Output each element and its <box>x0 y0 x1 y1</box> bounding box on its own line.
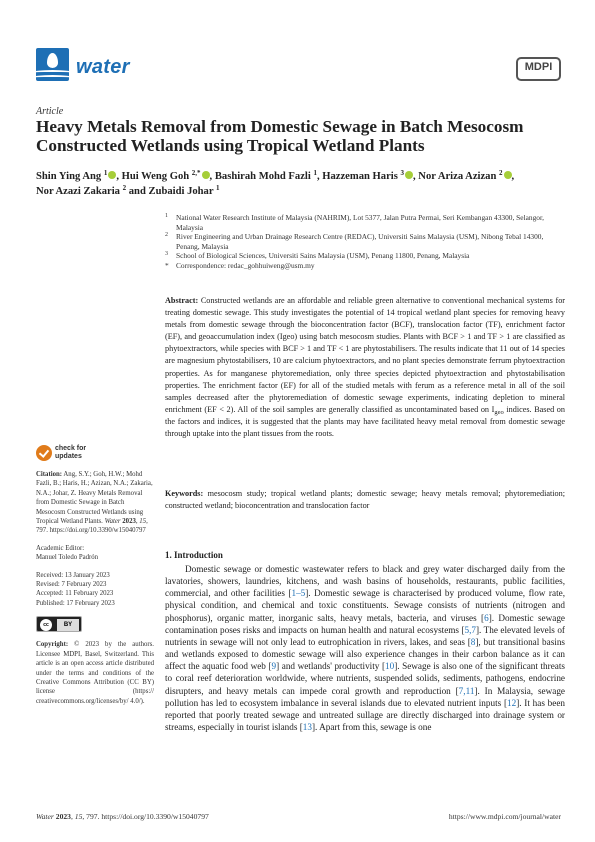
journal-name: water <box>76 56 130 78</box>
reference-link[interactable]: 1–5 <box>291 588 306 599</box>
orcid-icon[interactable] <box>504 171 512 179</box>
author-name[interactable]: Nor Azazi Zakaria $^2$ <box>36 184 127 197</box>
orcid-icon[interactable] <box>405 171 413 179</box>
reference-link[interactable]: 10 <box>385 661 395 672</box>
journal-header <box>36 48 561 88</box>
abstract-label: Abstract: <box>165 296 199 305</box>
mdpi-logo: MDPI <box>516 57 561 81</box>
check-for-updates-button[interactable]: check for updates <box>36 444 154 464</box>
keywords-text: mesocosm study; tropical wetland plants; domestic sewage; heavy metals removal; phytoremediation; constructed wetland; bioconcentration and translocation factor <box>165 489 565 511</box>
reference-link[interactable]: 13 <box>302 722 312 733</box>
author-name[interactable]: Shin Ying Ang $^1$ <box>36 171 116 182</box>
affiliation-3: 3 School of Biological Sciences, Universiti Sains Malaysia (USM), Penang 11800, Penang, Malaysia <box>165 251 470 261</box>
article-title: Heavy Metals Removal from Domestic Sewage in Batch Mesocosm Constructed Wetlands using Tropical Wetland Plants <box>36 117 524 155</box>
affiliation-2: 2 River Engineering and Urban Drainage Research Centre (REDAC), Universiti Sains Malaysia (USM), Nibong Tebal 14300, Penang, Malaysia <box>165 232 544 251</box>
keywords-label: Keywords: <box>165 489 204 498</box>
author-name[interactable]: Bashirah Mohd Fazli $^1$ <box>214 169 317 182</box>
reference-link[interactable]: 5,7 <box>464 624 476 635</box>
author-list: Shin Ying Ang $^1$ , Hui Weng Goh $^{2,*}$ , Bashirah Mohd Fazli $^1$, Hazzeman Haris $^3$ , Nor Ariza Azizan $^2$ , Nor Azazi Zakaria $^2$ and Zubaidi Johar $^1$ <box>36 169 515 197</box>
reference-link[interactable]: 12 <box>507 697 517 708</box>
sidebar <box>36 444 154 714</box>
introduction-paragraph: Domestic sewage or domestic wastewater refers to black and grey water discharged daily from the lavatories, showers, laundries, kitchens, and wash basins of households, restaurants, public facilities, commercial, and other facilities [1–5]. Domestic sewage is characterised by produced volume, flow rate, physical condition, and chemical and toxic constituents. Sewage consists of nutrients (nitrogen and phosphorus), organic matter, inorganic salts, heavy metals, bacteria, and viruses [6]. Domestic sewage contamination poses risks and impacts on human health and natural ecosystems [5,7]. The elevated levels of nutrients in sewage will not only lead to eutrophication in rivers, lakes, and seas [8], but transitional basins and wetlands exposed to domestic sewage will also experience changes in their carbon balance as it can affect the aquatic food web [9] and wetlands' productivity [10]. Sewage is also one of the significant threats to coral reef deterioration worldwide, where nutrients, suspended solids, sediments, pathogens, endocrine disrupters, and heavy metals can impede coral growth and reproduction [7,11]. In Malaysia, sewage pollution has led to ecosystem imbalance in several islands due to elevated nutrient inputs [12]. It has been reported that poorly treated sewage and untreated sullage are directly discharged into drainage system or streams, especially in tourist islands [13]. Apart from this, sewage is one <box>165 564 566 733</box>
publication-dates: Received: 13 January 2023 Revised: 7 February 2023 Accepted: 11 February 2023 Published: 17 February 2023 <box>36 571 115 607</box>
abstract-text: Constructed wetlands are an affordable and reliable green alternative to conventional mechanical systems for treating domestic sewage. This study investigates the potential of 14 tropical wetland plant species for removing heavy metals from domestic sewage through the bioconcentration factor (BCF), translocation factor (TF), enrichment factor (EF), and geoaccumulation index (Igeo) using batch mesocosm studies. Plants with BCF > 1 and TF > 1 are classified as phytoextractors, while species with BCF > 1 and TF < 1 are phytostabilisers. The results indicate that 11 out of 14 species are magnesium phytostabilisers, 10 are calcium phytoextractors, and no plant species demonstrate ferrum phytoextraction properties. As for manganese phytoremediation, only three species depicted phytoextraction and phytostabilisation properties. The enrichment factor (EF) for all of the studied metals with ferum as a reference metal in all of the soil samples decreased after the phytoremediation of domestic sewage experiments, indicating depletion to mineral enrichment (EF < 2). All of the soil samples are generally classified as uncontaminated based on I <box>165 296 566 414</box>
author-name[interactable]: Hui Weng Goh $^{2,*}$ <box>122 171 210 182</box>
affiliation-1: 1 National Water Research Institute of Malaysia (NAHRIM), Lot 5377, Jalan Putra Permai, Seri Kembangan 43300, Selangor, Malaysia <box>165 213 545 232</box>
reference-link[interactable]: 6 <box>484 612 489 623</box>
check-mark-icon <box>36 445 52 461</box>
orcid-icon[interactable] <box>202 171 210 179</box>
citation-doi-link[interactable]: https://doi.org/10.3390/w15040797 <box>49 527 146 535</box>
author-name[interactable]: Nor Ariza Azizan $^2$ <box>418 171 511 182</box>
article-type: Article <box>36 106 64 117</box>
footer-journal-link[interactable]: https://www.mdpi.com/journal/water <box>448 812 561 821</box>
section-heading-introduction: 1. Introduction <box>165 550 223 560</box>
footer-citation: Water 2023, 15, 797. https://doi.org/10.3390/w15040797 <box>36 812 209 821</box>
keywords <box>165 488 565 512</box>
academic-editor: Academic Editor: Manuel Toledo Padrón <box>36 544 99 562</box>
author-name[interactable]: Zubaidi Johar $^1$ <box>148 184 220 197</box>
citation: Citation: Ang, S.Y.; Goh, H.W.; Mohd Fazli, B.; Haris, H.; Azizan, N.A.; Zakaria, N.A.; Johar, Z. Heavy Metals Removal from Domestic Sewage in Batch Mesocosm Constructed Wetlands using Tropical Wetland Plants. Water 2023, 15, 797. https://doi.org/10.3390/w15040797 <box>36 471 153 535</box>
affiliations <box>165 213 565 271</box>
cc-by-license-icon[interactable]: cc BY <box>36 616 82 632</box>
abstract: Abstract: Constructed wetlands are an affordable and reliable green alternative to conventional mechanical systems for treating domestic sewage. This study investigates the potential of 14 tropical wetland plant species for removing heavy metals from domestic sewage through the bioconcentration factor (BCF), translocation factor (TF), enrichment factor (EF), and geoaccumulation index (Igeo) using batch mesocosm studies. Plants with BCF > 1 and TF > 1 are classified as phytoextractors, while species with BCF > 1 and TF < 1 are phytostabilisers. The results indicate that 11 out of 14 species are magnesium phytostabilisers, 10 are calcium phytoextractors, and no plant species demonstrate ferrum phytoextraction properties. As for manganese phytoremediation, only three species depicted phytoextraction and phytostabilisation properties. The enrichment factor (EF) for all of the studied metals with ferum as a reference metal in all of the soil samples decreased after the phytoremediation of domestic sewage experiments, indicating depletion to mineral enrichment (EF < 2). All of the soil samples are generally classified as uncontaminated based on $I_{geo}$ indices. Based on the factors and indices, it is suggested that the plants may have facilitated heavy metal removal from domestic sewage through uptake into the plant tissues from the roots. <box>165 296 566 439</box>
reference-link[interactable]: 8 <box>470 636 476 647</box>
water-drop-logo-icon <box>36 48 69 81</box>
author-name[interactable]: Hazzeman Haris $^3$ <box>322 171 413 182</box>
reference-link[interactable]: 9 <box>271 661 277 672</box>
copyright: Copyright: © 2023 by the authors. Licensee MDPI, Basel, Switzerland. This article is an open access article distributed under the terms and conditions of the Creative Commons Attribution (CC BY) license (https:// creativecommons.org/licenses/by/ 4.0/). <box>36 641 154 705</box>
correspondence: * Correspondence: redac_gohhuiweng@usm.my <box>165 260 315 270</box>
reference-link[interactable]: 7,11 <box>458 685 475 696</box>
